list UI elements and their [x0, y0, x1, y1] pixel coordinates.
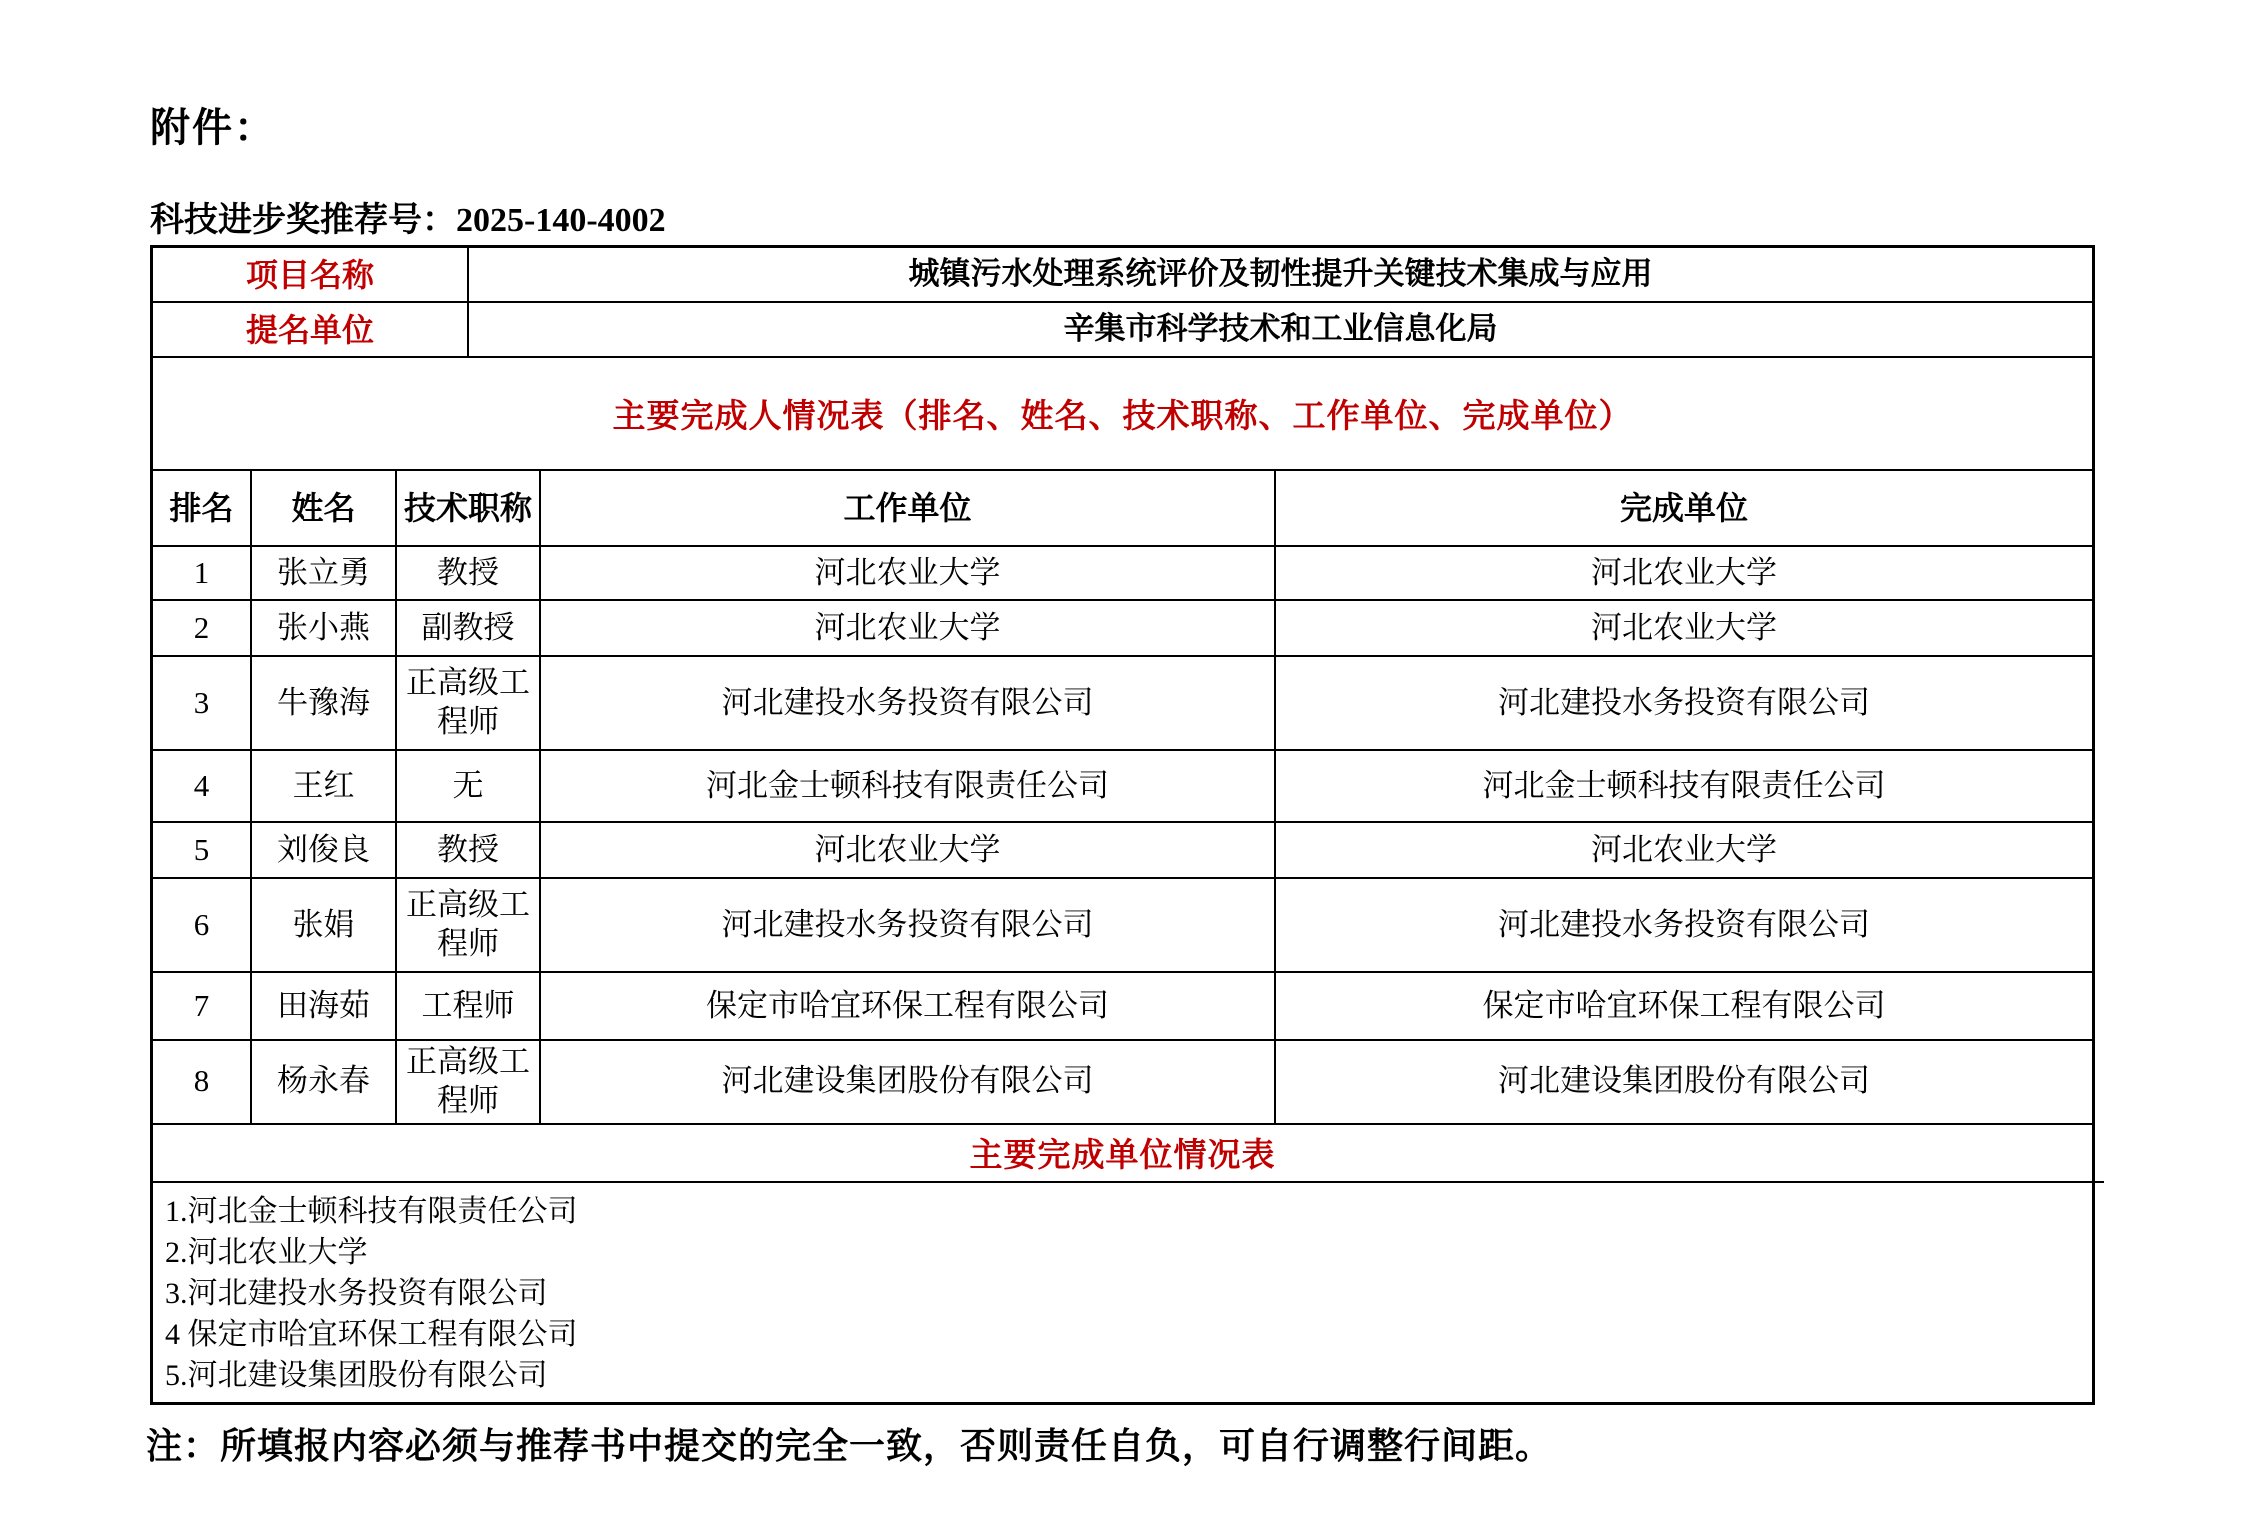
list-item: 2.河北农业大学	[165, 1235, 368, 1269]
table-row	[153, 302, 2092, 356]
units-section-title: 主要完成单位情况表	[153, 1123, 2092, 1181]
cell-work-unit: 河北农业大学	[540, 600, 1275, 656]
list-item: 4 保定市哈宜环保工程有限公司	[165, 1317, 578, 1351]
cell-rank: 8	[153, 1040, 251, 1123]
cell-work-unit: 河北金士顿科技有限责任公司	[540, 750, 1275, 822]
cell-completion-unit: 保定市哈宜环保工程有限公司	[1275, 972, 2092, 1040]
cell-work-unit: 保定市哈宜环保工程有限公司	[540, 972, 1275, 1040]
cell-completion-unit: 河北建设集团股份有限公司	[1275, 1040, 2092, 1123]
table-row	[153, 546, 2092, 600]
cell-completion-unit: 河北农业大学	[1275, 546, 2092, 600]
cell-name: 张小燕	[251, 600, 396, 656]
col-header-rank: 排名	[153, 471, 251, 546]
cell-completion-unit: 河北建投水务投资有限公司	[1275, 878, 2092, 972]
list-item: 3.河北建投水务投资有限公司	[165, 1276, 548, 1310]
cell-work-unit: 河北建设集团股份有限公司	[540, 1040, 1275, 1123]
cell-title: 正高级工程师	[396, 878, 540, 972]
col-header-name: 姓名	[251, 471, 396, 546]
cell-completion-unit: 河北农业大学	[1275, 822, 2092, 878]
cell-title: 教授	[396, 822, 540, 878]
nominating-unit-label: 提名单位	[153, 302, 468, 356]
recommendation-number-label: 科技进步奖推荐号：	[150, 202, 456, 239]
cell-title: 无	[396, 750, 540, 822]
recommendation-number-line	[150, 192, 666, 241]
cell-work-unit: 河北农业大学	[540, 546, 1275, 600]
cell-title: 工程师	[396, 972, 540, 1040]
cell-name: 张娟	[251, 878, 396, 972]
cell-rank: 1	[153, 546, 251, 600]
table-row	[153, 1040, 2092, 1123]
cell-title: 正高级工程师	[396, 1040, 540, 1123]
cell-completion-unit: 河北金士顿科技有限责任公司	[1275, 750, 2092, 822]
cell-rank: 3	[153, 656, 251, 750]
table-row	[153, 600, 2092, 656]
table-row	[153, 750, 2092, 822]
project-info-table	[153, 248, 2092, 356]
cell-rank: 4	[153, 750, 251, 822]
cell-rank: 5	[153, 822, 251, 878]
table-row	[153, 822, 2092, 878]
table-row	[153, 656, 2092, 750]
award-form-table	[150, 245, 2095, 1405]
project-name-value: 城镇污水处理系统评价及韧性提升关键技术集成与应用	[468, 248, 2092, 302]
cell-title: 正高级工程师	[396, 656, 540, 750]
cell-name: 张立勇	[251, 546, 396, 600]
cell-rank: 6	[153, 878, 251, 972]
completers-section	[153, 469, 2092, 1123]
col-header-work-unit: 工作单位	[540, 471, 1275, 546]
project-info-section	[153, 248, 2092, 356]
project-name-label: 项目名称	[153, 248, 468, 302]
cell-name: 刘俊良	[251, 822, 396, 878]
table-row	[153, 878, 2092, 972]
cell-work-unit: 河北建投水务投资有限公司	[540, 878, 1275, 972]
cell-completion-unit: 河北农业大学	[1275, 600, 2092, 656]
cell-title: 副教授	[396, 600, 540, 656]
cell-rank: 2	[153, 600, 251, 656]
cell-work-unit: 河北建投水务投资有限公司	[540, 656, 1275, 750]
completers-table	[153, 471, 2092, 1123]
completers-section-title: 主要完成人情况表（排名、姓名、技术职称、工作单位、完成单位）	[153, 356, 2092, 469]
list-item: 5.河北建设集团股份有限公司	[165, 1358, 548, 1392]
table-row	[153, 972, 2092, 1040]
col-header-title: 技术职称	[396, 471, 540, 546]
cell-title: 教授	[396, 546, 540, 600]
nominating-unit-value: 辛集市科学技术和工业信息化局	[468, 302, 2092, 356]
table-row	[153, 248, 2092, 302]
cell-name: 王红	[251, 750, 396, 822]
table-header-row	[153, 471, 2092, 546]
cell-completion-unit: 河北建投水务投资有限公司	[1275, 656, 2092, 750]
units-list	[153, 1181, 2104, 1402]
footer-note: 注：所填报内容必须与推荐书中提交的完全一致，否则责任自负，可自行调整行间距。	[146, 1426, 1553, 1466]
cell-name: 杨永春	[251, 1040, 396, 1123]
cell-rank: 7	[153, 972, 251, 1040]
cell-work-unit: 河北农业大学	[540, 822, 1275, 878]
cell-name: 田海茹	[251, 972, 396, 1040]
recommendation-number-value: 2025-140-4002	[456, 202, 666, 239]
cell-name: 牛豫海	[251, 656, 396, 750]
col-header-completion-unit: 完成单位	[1275, 471, 2092, 546]
list-item: 1.河北金士顿科技有限责任公司	[165, 1194, 578, 1228]
attachment-heading: 附件：	[150, 105, 276, 150]
